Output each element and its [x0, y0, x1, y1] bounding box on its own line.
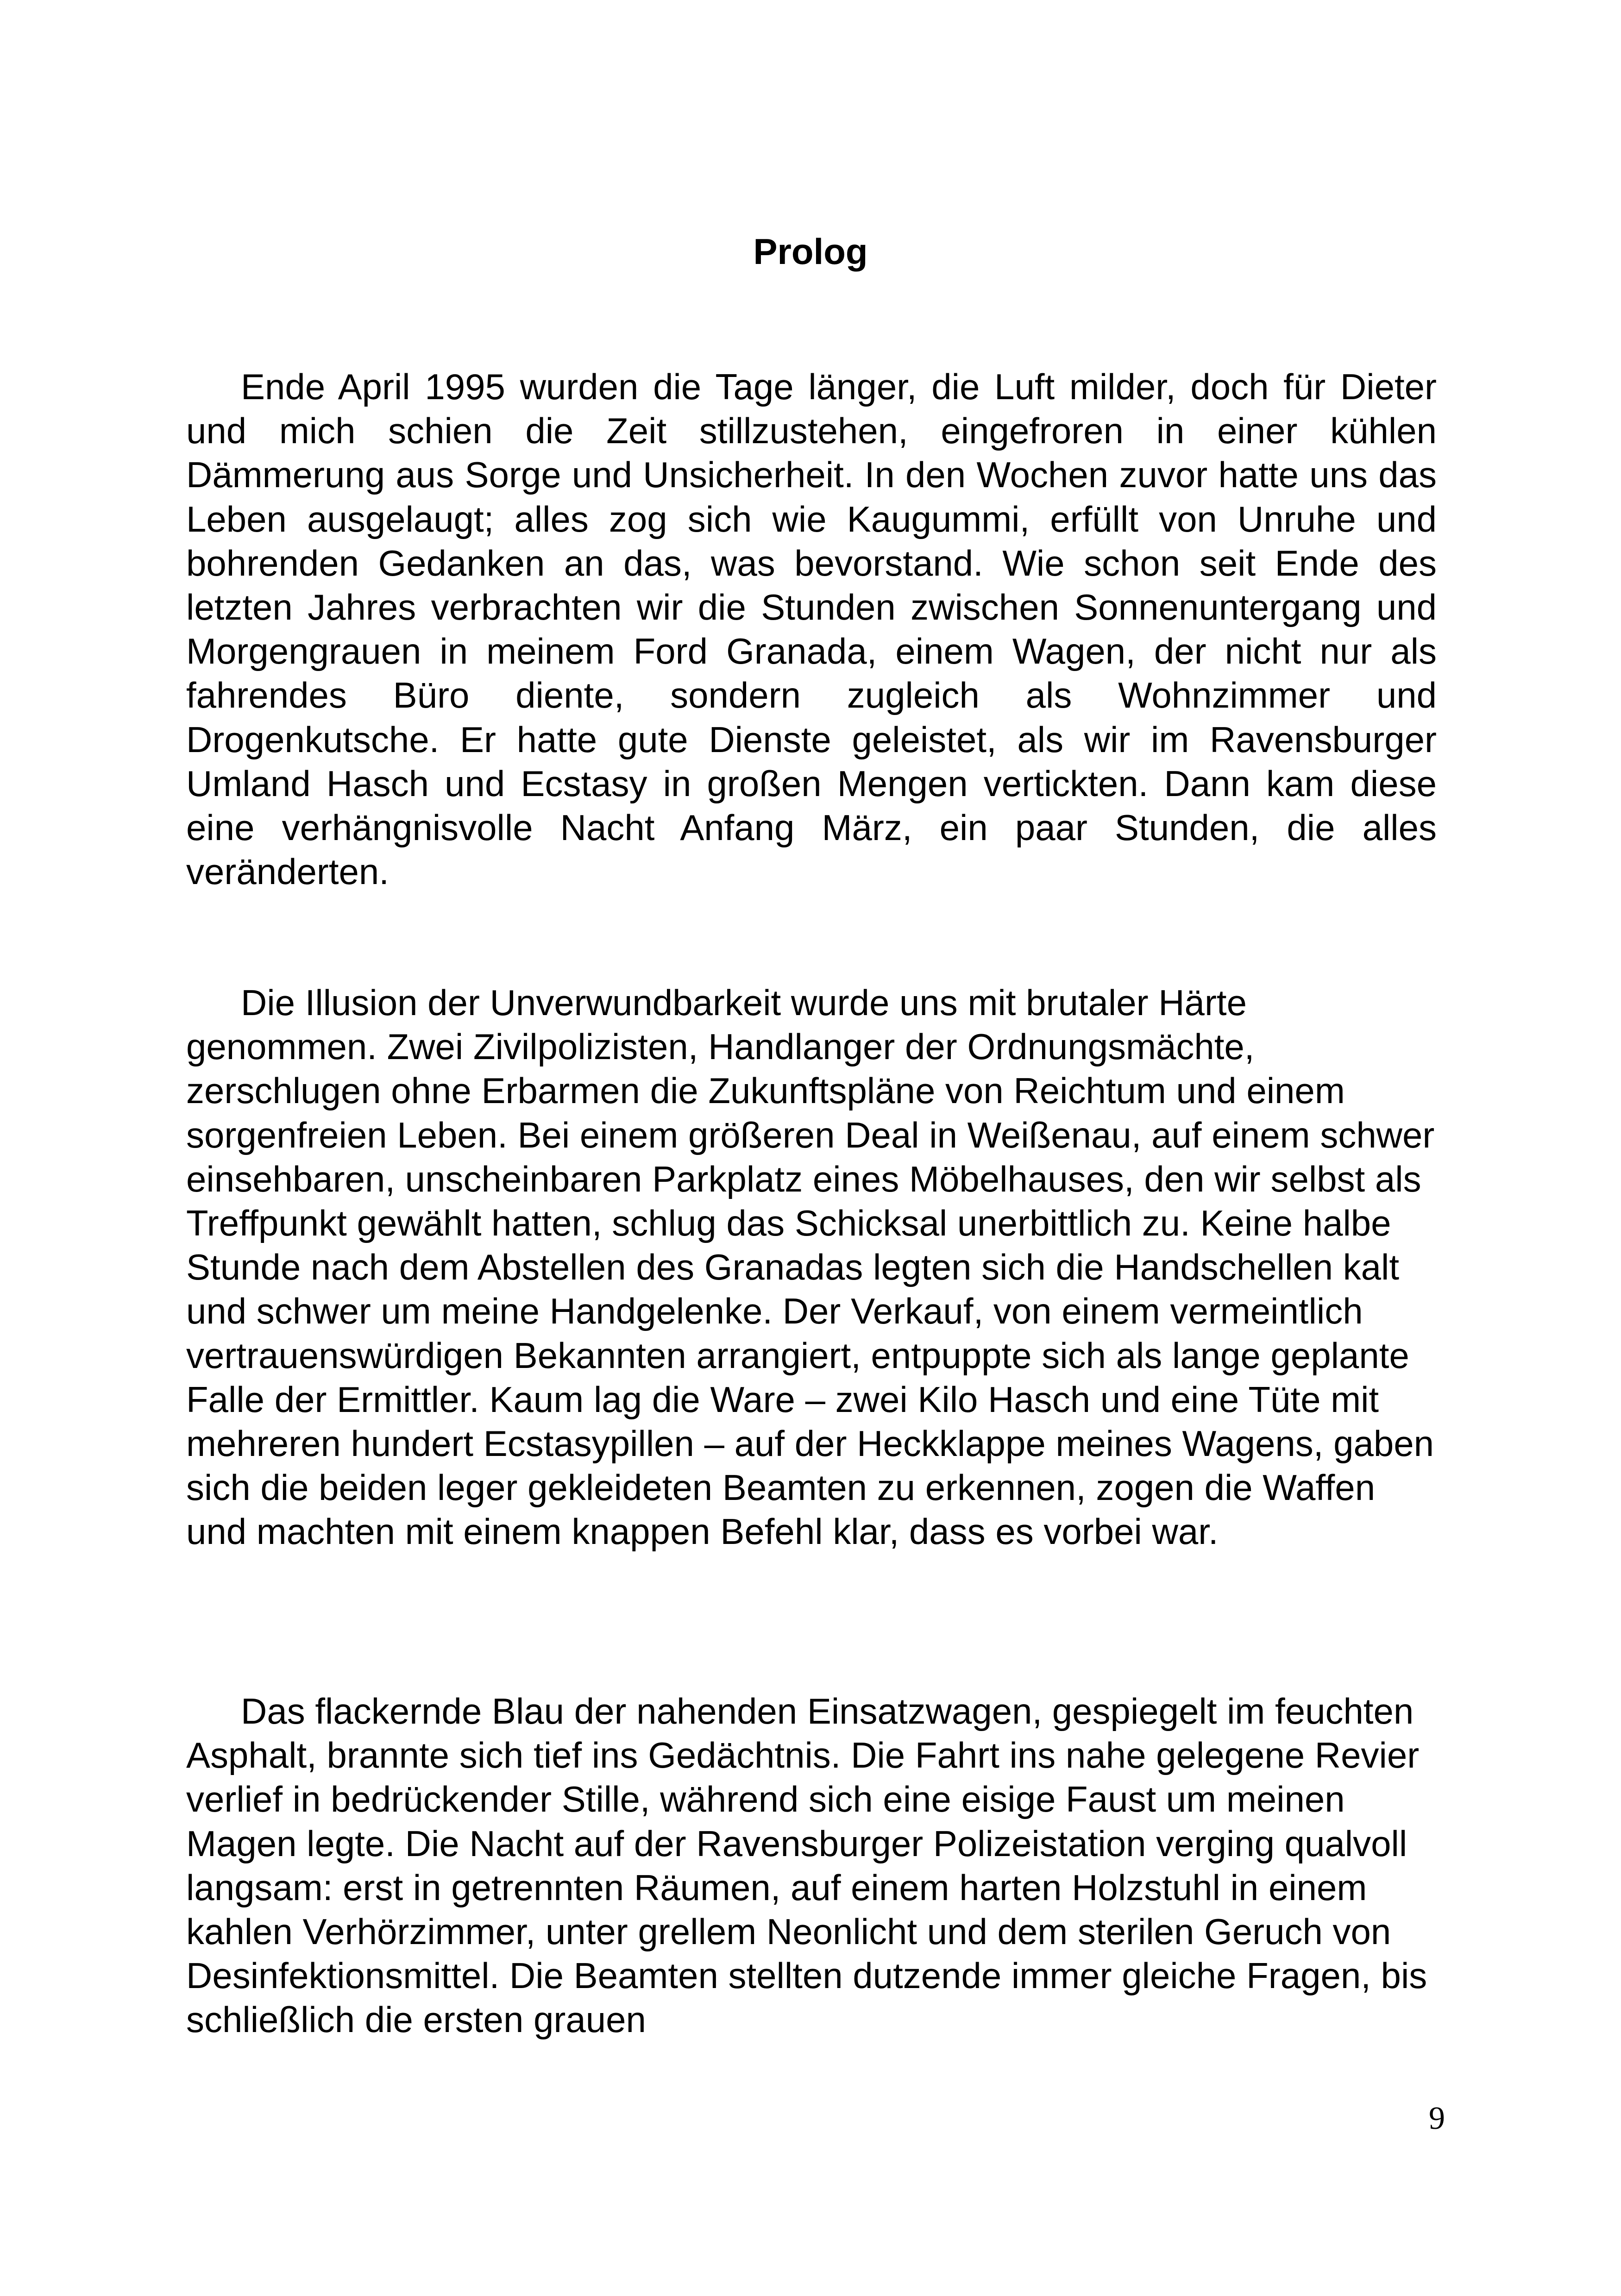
- paragraph-2: Die Illusion der Unverwundbarkeit wurde uns mit brutaler Härte genommen. Zwei Zivilpolizisten, Handlanger der Ordnungsmächte, zerschlugen ohne Erbarmen die Zukunftspläne von Reichtum und einem sorgenfreien Leben. Bei einem größeren Deal in Weißenau, auf einem schwer einsehbaren, unscheinbaren Parkplatz eines Möbelhauses, den wir selbst als Treffpunkt gewählt hatten, schlug das Schicksal unerbittlich zu. Keine halbe Stunde nach dem Abstellen des Granadas legten sich die Handschellen kalt und schwer um meine Handgelenke. Der Verkauf, von einem vermeintlich vertrauenswürdigen Bekannten arrangiert, entpuppte sich als lange geplante Falle der Ermittler. Kaum lag die Ware – zwei Kilo Hasch und eine Tüte mit mehreren hundert Ecstasypillen – auf der Heckklappe meines Wagens, gaben sich die beiden leger gekleideten Beamten zu erkennen, zogen die Waffen und machten mit einem knappen Befehl klar, dass es vorbei war.: [186, 982, 1435, 1552]
- chapter-title: Prolog: [753, 231, 868, 272]
- paragraph-3: Das flackernde Blau der nahenden Einsatzwagen, gespiegelt im feuchten Asphalt, brannte sich tief ins Gedächtnis. Die Fahrt ins nahe gelegene Revier verlief in bedrückender Stille, während sich eine eisige Faust um meinen Magen legte. Die Nacht auf der Ravensburger Polizeistation verging qualvoll langsam: erst in getrennten Räumen, auf einem harten Holzstuhl in einem kahlen Verhörzimmer, unter grellem Neonlicht und dem sterilen Geruch von Desinfektionsmittel. Die Beamten stellten dutzende immer gleiche Fragen, bis schließlich die ersten grauen: [186, 1691, 1427, 2040]
- paragraph-1: Ende April 1995 wurden die Tage länger, die Luft milder, doch für Dieter und mich schien die Zeit stillzustehen, eingefroren in einer kühlen Dämmerung aus Sorge und Unsicherheit. In den Wochen zuvor hatte uns das Leben ausgelaugt; alles zog sich wie Kaugummi, erfüllt von Unruhe und bohrenden Gedanken an das, was bevorstand. Wie schon seit Ende des letzten Jahres verbrachten wir die Stunden zwischen Sonnenuntergang und Morgengrauen in meinem Ford Granada, einem Wagen, der nicht nur als fahrendes Büro diente, sondern zugleich als Wohnzimmer und Drogenkutsche. Er hatte gute Dienste geleistet, als wir im Ravensburger Umland Hasch und Ecstasy in großen Mengen vertickten. Dann kam diese eine verhängnisvolle Nacht Anfang März, ein paar Stunden, die alles veränderten.: [186, 366, 1437, 892]
- page-number: 9: [1429, 2101, 1445, 2136]
